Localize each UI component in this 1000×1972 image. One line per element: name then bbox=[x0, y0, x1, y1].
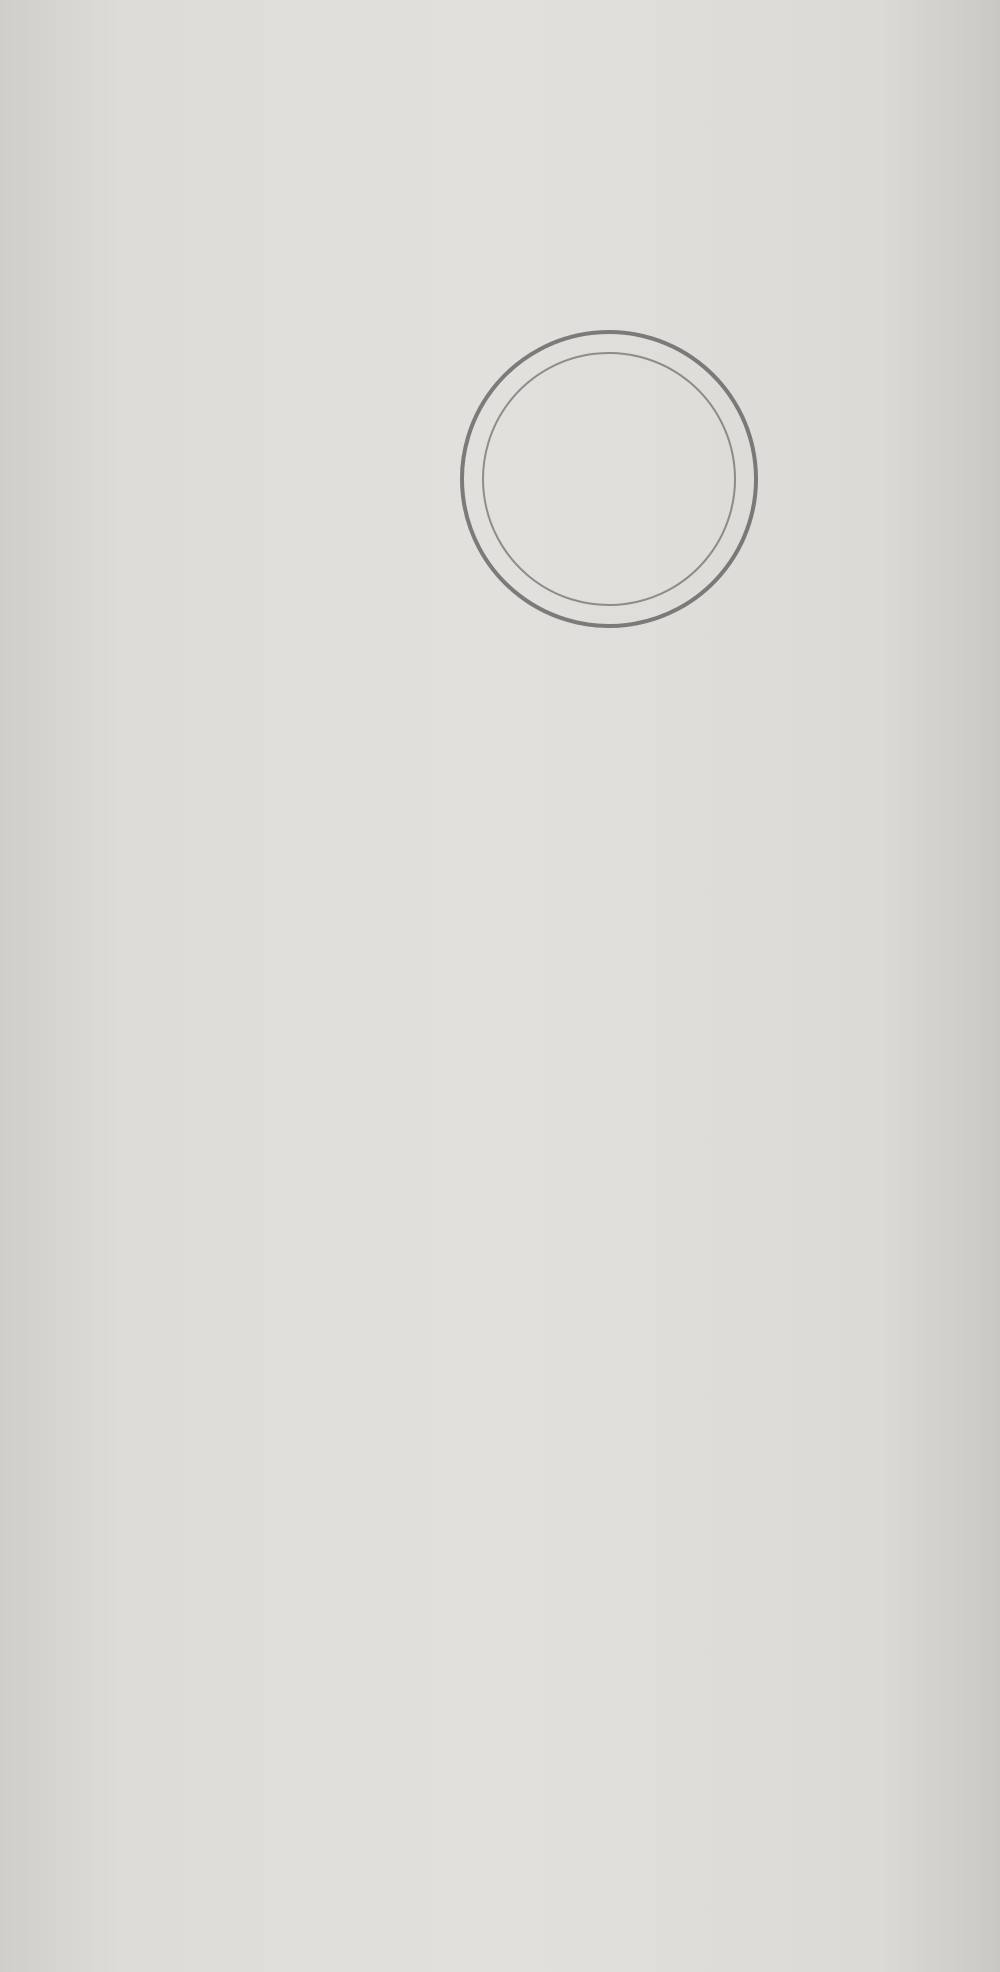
watermark-stamp bbox=[407, 277, 810, 680]
section-title bbox=[140, 160, 970, 204]
answer-content bbox=[140, 158, 970, 204]
page-footer bbox=[150, 1829, 850, 1853]
corner-logo bbox=[858, 1862, 993, 1962]
